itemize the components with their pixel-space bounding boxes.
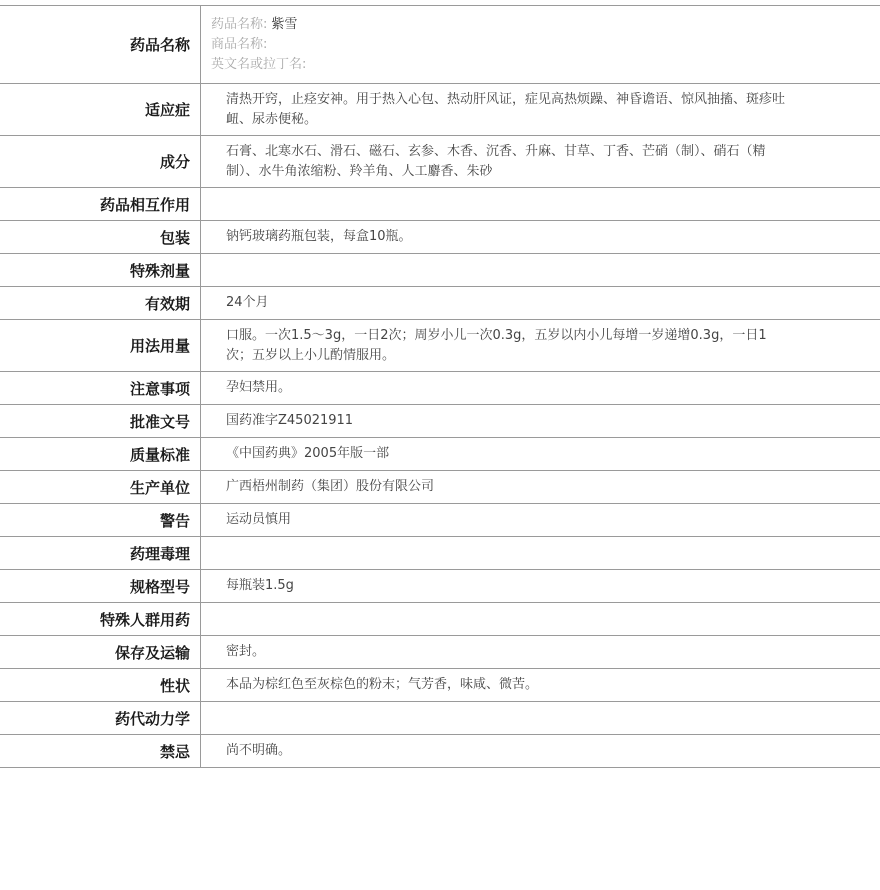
row-contraindications [0,735,880,768]
trade-name-label: 商品名称: [211,36,268,52]
row-label: 特殊人群用药 [0,603,201,636]
trade-name-line [211,35,790,55]
row-label: 药理毒理 [0,537,201,570]
row-value: 运动员慎用 [201,504,880,537]
row-special-populations [0,603,880,636]
row-pharmacokinetics [0,702,880,735]
row-label: 保存及运输 [0,636,201,669]
row-appearance [0,669,880,702]
row-pharmacology [0,537,880,570]
generic-name-line [211,15,790,35]
row-value [201,6,880,84]
row-label: 包装 [0,221,201,254]
row-quality-standard [0,438,880,471]
row-label: 规格型号 [0,570,201,603]
row-usage-dosage [0,320,880,372]
row-label: 质量标准 [0,438,201,471]
row-label: 药代动力学 [0,702,201,735]
row-label: 注意事项 [0,372,201,405]
row-indications [0,84,880,136]
row-ingredients [0,136,880,188]
generic-name-label: 药品名称: [211,16,268,32]
row-interactions [0,188,880,221]
english-name-line [211,55,790,75]
row-label: 药品名称 [0,6,201,84]
row-label: 用法用量 [0,320,201,372]
row-shelf-life [0,287,880,320]
row-value [201,537,880,570]
row-value: 钠钙玻璃药瓶包装，每盒10瓶。 [201,221,880,254]
row-value: 密封。 [201,636,880,669]
row-label: 有效期 [0,287,201,320]
row-label: 性状 [0,669,201,702]
row-value [201,702,880,735]
row-value: 孕妇禁用。 [201,372,880,405]
row-label: 适应症 [0,84,201,136]
row-label: 成分 [0,136,201,188]
drug-info-table [0,5,880,768]
row-label: 批准文号 [0,405,201,438]
row-value: 每瓶装1.5g [201,570,880,603]
row-label: 警告 [0,504,201,537]
row-value: 24个月 [201,287,880,320]
row-warning [0,504,880,537]
english-name-label: 英文名或拉丁名: [211,56,307,72]
row-manufacturer [0,471,880,504]
row-value: 广西梧州制药（集团）股份有限公司 [201,471,880,504]
row-packaging [0,221,880,254]
row-value [201,603,880,636]
row-storage [0,636,880,669]
row-special-dosage [0,254,880,287]
row-value: 清热开窍，止痉安神。用于热入心包、热动肝风证，症见高热烦躁、神昏谵语、惊风抽搐、斑疹吐衄、尿赤便秘。 [201,84,880,136]
generic-name-value: 紫雪 [271,16,298,32]
row-label: 药品相互作用 [0,188,201,221]
row-label: 特殊剂量 [0,254,201,287]
row-label: 禁忌 [0,735,201,768]
row-approval-number [0,405,880,438]
row-drug-name [0,6,880,84]
row-value: 尚不明确。 [201,735,880,768]
row-value: 国药准字Z45021911 [201,405,880,438]
row-value: 石膏、北寒水石、滑石、磁石、玄参、木香、沉香、升麻、甘草、丁香、芒硝（制）、硝石（精制）、水牛角浓缩粉、羚羊角、人工麝香、朱砂 [201,136,880,188]
row-value [201,254,880,287]
row-value [201,188,880,221]
row-label: 生产单位 [0,471,201,504]
row-specification [0,570,880,603]
row-precautions [0,372,880,405]
row-value: 口服。一次1.5～3g，一日2次；周岁小儿一次0.3g，五岁以内小儿每增一岁递增0.3g，一日1次；五岁以上小儿酌情服用。 [201,320,880,372]
row-value: 本品为棕红色至灰棕色的粉末；气芳香，味咸、微苦。 [201,669,880,702]
row-value: 《中国药典》2005年版一部 [201,438,880,471]
